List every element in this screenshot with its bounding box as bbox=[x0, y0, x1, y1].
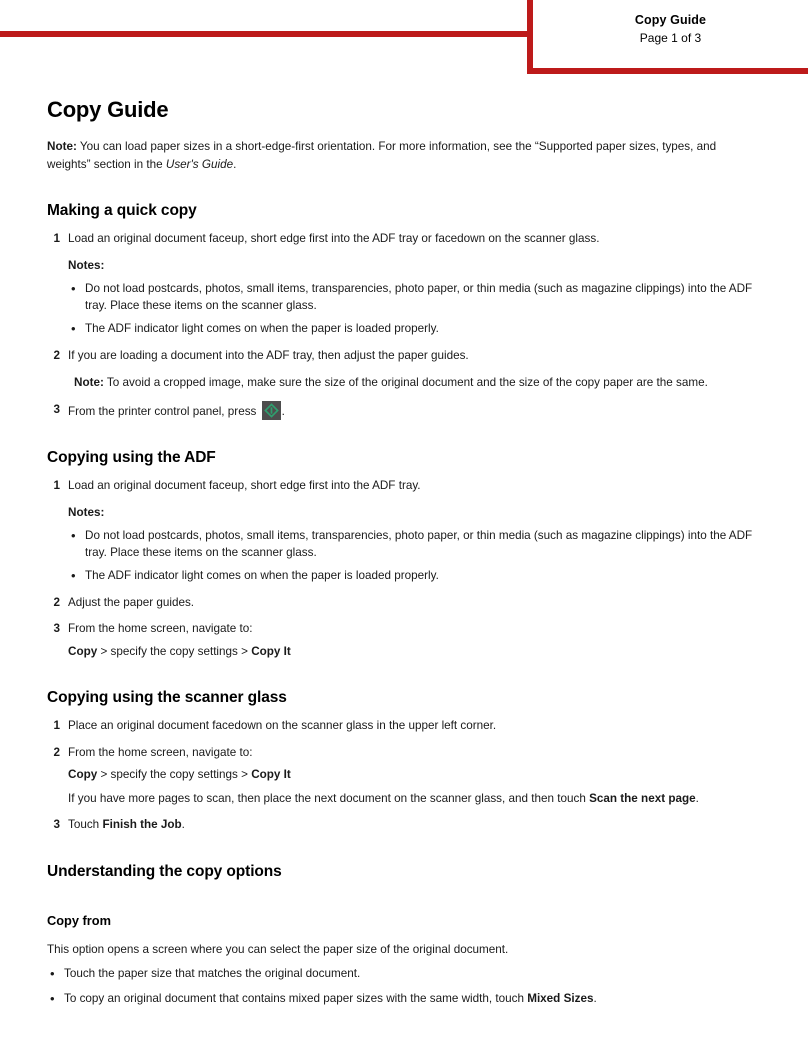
step-number: 2 bbox=[53, 348, 60, 362]
inline-note-label: Note: bbox=[74, 376, 104, 389]
steps-scanner-glass bbox=[47, 717, 761, 834]
list-item bbox=[68, 528, 761, 561]
header-title: Copy Guide bbox=[634, 13, 707, 27]
steps-adf bbox=[47, 477, 761, 660]
navigation-path bbox=[68, 766, 761, 784]
followup-bold-label: Scan the next page bbox=[589, 791, 696, 805]
step-number: 1 bbox=[53, 479, 60, 492]
bullet-icon: • bbox=[71, 321, 76, 336]
list-item-text: Do not load postcards, photos, small items, transparencies, photo paper, or thin media (such as magazine clippings) into the ADF tray. Place these items on the scanner glass. bbox=[85, 282, 753, 312]
step-text: Load an original document faceup, short edge first into the ADF tray. bbox=[68, 479, 421, 492]
document-body bbox=[0, 96, 808, 1007]
step-text: From the printer control panel, press bbox=[68, 404, 260, 418]
lead-note-text-2: . bbox=[233, 157, 237, 171]
notes-label: Notes: bbox=[68, 258, 105, 272]
list-item-text: The ADF indicator light comes on when the paper is loaded properly. bbox=[85, 322, 439, 335]
header-rule-bottom bbox=[527, 68, 808, 74]
header-rule-left bbox=[0, 31, 533, 37]
nav-path-middle: specify the copy settings bbox=[110, 768, 238, 781]
list-item-text: To copy an original document that contains mixed paper sizes with the same width, touch bbox=[64, 991, 528, 1005]
list-item bbox=[68, 568, 761, 585]
step-text: Place an original document facedown on the scanner glass in the upper left corner. bbox=[68, 719, 497, 732]
nav-path-first: Copy bbox=[68, 644, 98, 658]
list-item-bold-label: Mixed Sizes bbox=[527, 991, 594, 1005]
bullet-icon: • bbox=[71, 568, 76, 583]
bullet-icon: • bbox=[50, 966, 55, 981]
lead-note-text-1: You can load paper sizes in a short-edge-first orientation. For more information, see the “Supported paper sizes, types, and weights” section in the bbox=[47, 140, 717, 171]
list-item-text-after: . bbox=[593, 991, 597, 1005]
bullet-icon: • bbox=[71, 281, 76, 296]
step-text-after: . bbox=[281, 404, 285, 418]
list-item-text: The ADF indicator light comes on when the paper is loaded properly. bbox=[85, 569, 439, 582]
step-item bbox=[47, 477, 761, 585]
step-text: From the home screen, navigate to: bbox=[68, 622, 253, 635]
header-text-block bbox=[533, 12, 808, 47]
step-number: 1 bbox=[53, 232, 60, 245]
inline-note bbox=[68, 374, 761, 392]
step-text-before: Touch bbox=[68, 818, 103, 831]
step-item bbox=[47, 594, 761, 612]
step-item bbox=[47, 401, 761, 421]
start-button-icon bbox=[262, 401, 281, 420]
followup-text-before: If you have more pages to scan, then place the next document on the scanner glass, and then touch bbox=[68, 791, 590, 805]
nav-path-last: Copy It bbox=[251, 644, 291, 658]
nav-path-first: Copy bbox=[68, 768, 98, 781]
nav-path-middle: specify the copy settings bbox=[110, 644, 238, 658]
header-page-number: Page 1 of 3 bbox=[639, 31, 702, 45]
list-item bbox=[47, 966, 761, 983]
notes-bullet-list bbox=[68, 281, 761, 338]
nav-path-separator: > bbox=[97, 644, 111, 658]
step-text-after: . bbox=[181, 818, 185, 831]
step-item bbox=[47, 347, 761, 392]
step-text: From the home screen, navigate to: bbox=[68, 745, 253, 759]
copy-from-bullet-list bbox=[47, 966, 761, 1007]
bullet-icon: • bbox=[50, 990, 55, 1006]
nav-path-separator: > bbox=[237, 644, 252, 658]
step-text: If you are loading a document into the ADF tray, then adjust the paper guides. bbox=[68, 348, 469, 362]
navigation-path bbox=[68, 643, 761, 661]
step-number: 1 bbox=[53, 719, 60, 732]
page-title: Copy Guide bbox=[47, 97, 169, 122]
subsection-heading-copy-from: Copy from bbox=[47, 912, 111, 928]
nav-path-separator: > bbox=[97, 768, 111, 781]
nav-path-last: Copy It bbox=[251, 768, 291, 781]
followup-text bbox=[68, 790, 761, 808]
followup-text-after: . bbox=[695, 791, 699, 805]
section-heading-quick-copy: Making a quick copy bbox=[47, 202, 197, 219]
step-number: 3 bbox=[53, 622, 60, 635]
notes-bullet-list bbox=[68, 528, 761, 585]
list-item bbox=[47, 991, 761, 1008]
bullet-icon: • bbox=[71, 528, 76, 543]
list-item-text: Touch the paper size that matches the original document. bbox=[64, 967, 361, 980]
lead-note bbox=[47, 138, 761, 173]
step-item bbox=[47, 717, 761, 735]
step-text: Adjust the paper guides. bbox=[68, 595, 195, 609]
nav-path-separator: > bbox=[237, 768, 252, 781]
step-item bbox=[47, 620, 761, 660]
step-number: 3 bbox=[53, 402, 60, 416]
notes-label: Notes: bbox=[68, 505, 105, 519]
step-item bbox=[47, 230, 761, 338]
section-heading-adf: Copying using the ADF bbox=[47, 449, 216, 466]
lead-note-italic: User's Guide bbox=[165, 157, 234, 171]
copy-from-intro: This option opens a screen where you can select the paper size of the original document. bbox=[47, 942, 509, 956]
step-text: Load an original document faceup, short edge first into the ADF tray or facedown on the scanner glass. bbox=[68, 232, 600, 245]
page-header bbox=[0, 0, 808, 80]
steps-quick-copy bbox=[47, 230, 761, 420]
section-heading-copy-options: Understanding the copy options bbox=[47, 862, 282, 880]
step-item bbox=[47, 816, 761, 834]
step-item bbox=[47, 744, 761, 808]
lead-note-label: Note: bbox=[47, 140, 77, 153]
step-number: 2 bbox=[53, 595, 60, 609]
list-item bbox=[68, 321, 761, 338]
step-bold-label: Finish the Job bbox=[102, 818, 182, 831]
section-heading-scanner-glass: Copying using the scanner glass bbox=[47, 689, 287, 706]
step-number: 3 bbox=[53, 818, 60, 831]
step-number: 2 bbox=[53, 745, 60, 759]
list-item bbox=[68, 281, 761, 314]
list-item-text: Do not load postcards, photos, small items, transparencies, photo paper, or thin media (such as magazine clippings) into the ADF tray. Place these items on the scanner glass. bbox=[85, 529, 753, 559]
inline-note-text: To avoid a cropped image, make sure the size of the original document and the size of the copy paper are the same. bbox=[103, 376, 708, 389]
